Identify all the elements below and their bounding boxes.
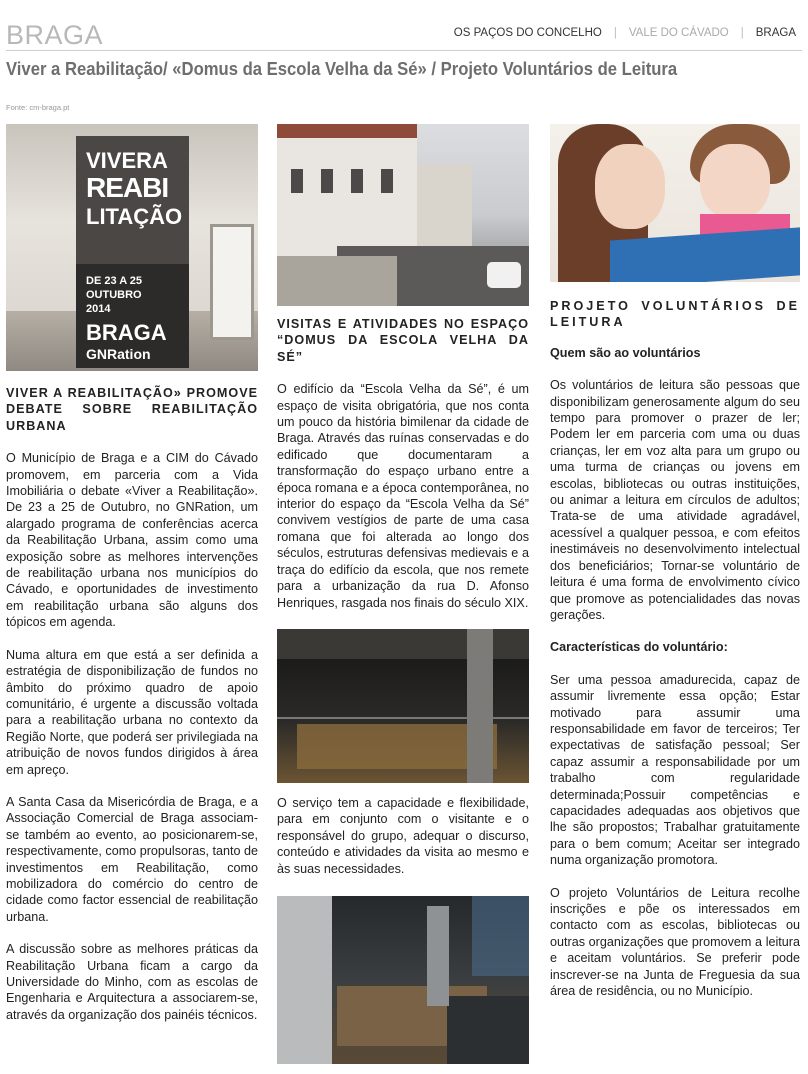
subheading: Características do voluntário: (550, 640, 728, 655)
column-viver-reabilitacao (6, 385, 258, 1023)
section-heading: VISITAS E ATIVIDADES NO ESPAÇO “DOMUS DA ESCOLA VELHA DA SÉ” (277, 317, 529, 364)
section-heading: PROJETO VOLUNTÁRIOS DE LEITURA (550, 299, 800, 330)
nav-separator: | (613, 27, 617, 39)
site-header (6, 18, 802, 51)
section-heading: VIVER A REABILITAÇÃO» PROMOVE DEBATE SOBRE REABILITAÇÃO URBANA (6, 386, 258, 433)
nav-item-vale-do-cavado[interactable]: VALE DO CÁVADO (628, 27, 729, 39)
domus-ruins-photo-2 (277, 896, 529, 1064)
event-poster (76, 136, 189, 368)
girl-face (595, 144, 665, 229)
article-source: Fonte: cm-braga.pt (6, 103, 70, 112)
building-roof (277, 124, 417, 138)
subheading: Quem são ao voluntários (550, 345, 701, 360)
concrete-column (467, 629, 493, 783)
nav-separator: | (740, 27, 744, 39)
site-logo[interactable]: BRAGA (6, 20, 104, 50)
paragraph: O serviço tem a capacidade e flexibilidade, para em conjunto com o visitante e o responsável do grupo, adequar o discurso, conteúdo e atividades da visita ao mesmo e às suas necessidades. (277, 796, 529, 876)
poster-month: OUTUBRO (86, 289, 142, 301)
paragraph: O projeto Voluntários de Leitura recolhe inscrições e põe os interessados em contacto com as escolas, bibliotecas ou outras organizações que promovem a leitura e aceitam voluntários. Se preferir pode inscrever-se na Junta de Freguesia da sua área de residência, ou no Município. (550, 885, 800, 999)
room-window (210, 224, 254, 340)
child-face (700, 144, 770, 219)
domus-ruins-photo-1 (277, 629, 529, 783)
top-nav (454, 27, 796, 39)
viver-a-reabilitacao-poster-image (6, 124, 258, 371)
poster-venue: GNRation (86, 346, 151, 362)
nav-item-pacos-do-concelho[interactable]: OS PAÇOS DO CONCELHO (453, 27, 602, 39)
column-domus-visitas (277, 316, 529, 611)
paragraph: O edifício da “Escola Velha da Sé”, é um espaço de visita obrigatória, que nos conta um pouco da história bimilenar da cidade de Braga. Através das ruínas conservadas e do edificado que documentaram a transformação do espaço urbano entre a época romana e a época contemporânea, no interior do espaço da “Escola Velha da Sé” convivem vestígios de parte de uma casa romana que foi alterada ao longo dos séculos, estruturas defensivas medievais e a traça do edifício da escola, que nos remete para a urbanização da rua D. Afonso Henriques, rasgada nos finais do século XIX. (277, 382, 529, 610)
poster-year: 2014 (86, 303, 111, 315)
escola-velha-street-photo (277, 124, 529, 306)
article-headline: Viver a Reabilitação/ «Domus da Escola Velha da Sé» / Projeto Voluntários de Leitura (6, 58, 678, 79)
paragraph: Ser uma pessoa amadurecida, capaz de assumir livremente essa opção; Estar motivado para assumir uma responsabilidade em favor de terceiros; Ter expectativas de satisfação pessoal; Ser capaz assumir a responsabilidade por um trabalho com regularidade determinada;Possuir competências e capacidades adequadas aos objetivos que lhe são propostos; Trabalhar gratuitamente para o bem comum; Aceitar ser integrado numa organização promotora. (550, 672, 800, 868)
building-window (291, 169, 303, 193)
poster-title-line-3: LITAÇÃO (86, 204, 183, 229)
poster-city: BRAGA (86, 320, 167, 345)
concrete-pillar (277, 896, 332, 1064)
glass-wall (472, 896, 529, 976)
nav-item-braga[interactable]: BRAGA (755, 27, 796, 39)
column-voluntarios-leitura (550, 298, 800, 999)
paragraph: Os voluntários de leitura são pessoas que disponibilizam generosamente algum do seu tempo para promover o prazer de ler; Podem ler em parceria com uma ou duas crianças, ler em voz alta para um grupo ou uma turma de crianças ou jovens em escolas, bibliotecas ou outras instituições, ou animar a leitura em círculos de adultos; Trata-se de uma atividade agradável, acessível a qualquer pessoa, e com efeitos inestimáveis no desenvolvimento intelectual dos beneficiários; Tornar-se voluntário de leitura é uma forma de envolvimento cívico que promove as potencialidades das novas gerações. (550, 378, 800, 622)
building-window (381, 169, 393, 193)
building-window (351, 169, 363, 193)
poster-dates: DE 23 A 25 (86, 275, 143, 287)
paragraph: Numa altura em que está a ser definida a estratégia de disponibilização de fundos no âmbito do próximo quadro de apoio comunitário, é urgente a discussão voltada para a reabilitação urbana no contexto da Região Norte, que poderá ser privilegiada na atribuição de novos fundos dirigidos à área em apreço. (6, 647, 258, 777)
column-domus-servico (277, 795, 529, 877)
poster-title-line-1: VIVERA (86, 148, 168, 173)
sidewalk (277, 256, 397, 306)
paragraph: A Santa Casa da Misericórdia de Braga, e a Associação Comercial de Braga associam-se também ao evento, ao posicionarem-se, respectivamente, como propulsoras, tanto de investimentos em Reabilitação, como mobilizadora do comércio do centro de cidade como factor essencial de reabilitação urbana. (6, 794, 259, 924)
building-window (321, 169, 333, 193)
paragraph: A discussão sobre as melhores práticas da Reabilitação Urbana ficam a cargo da Universidade do Minho, com as escolas de Engenharia e Arquitectura a associarem-se, através da organização dos painéis técnicos. (6, 942, 258, 1022)
paragraph: O Município de Braga e a CIM do Cávado promovem, em parceria com a Vida Imobiliária o debate «Viver a Reabilitação». De 23 a 25 de Outubro, no GNRation, um alargado programa de conferências acerca da Reabilitação Urbana, assim como uma exposição sobre as melhores intervenções de reabilitação urbana nos municípios do Cávado, e oportunidades de investimento em reabilitação urbana são alguns dos tópicos em agenda. (6, 451, 258, 630)
poster-title-line-2: REABI (86, 172, 169, 203)
parked-car (487, 262, 521, 288)
girls-reading-photo (550, 124, 800, 282)
concrete-column (427, 906, 449, 1006)
stairway (447, 996, 529, 1064)
